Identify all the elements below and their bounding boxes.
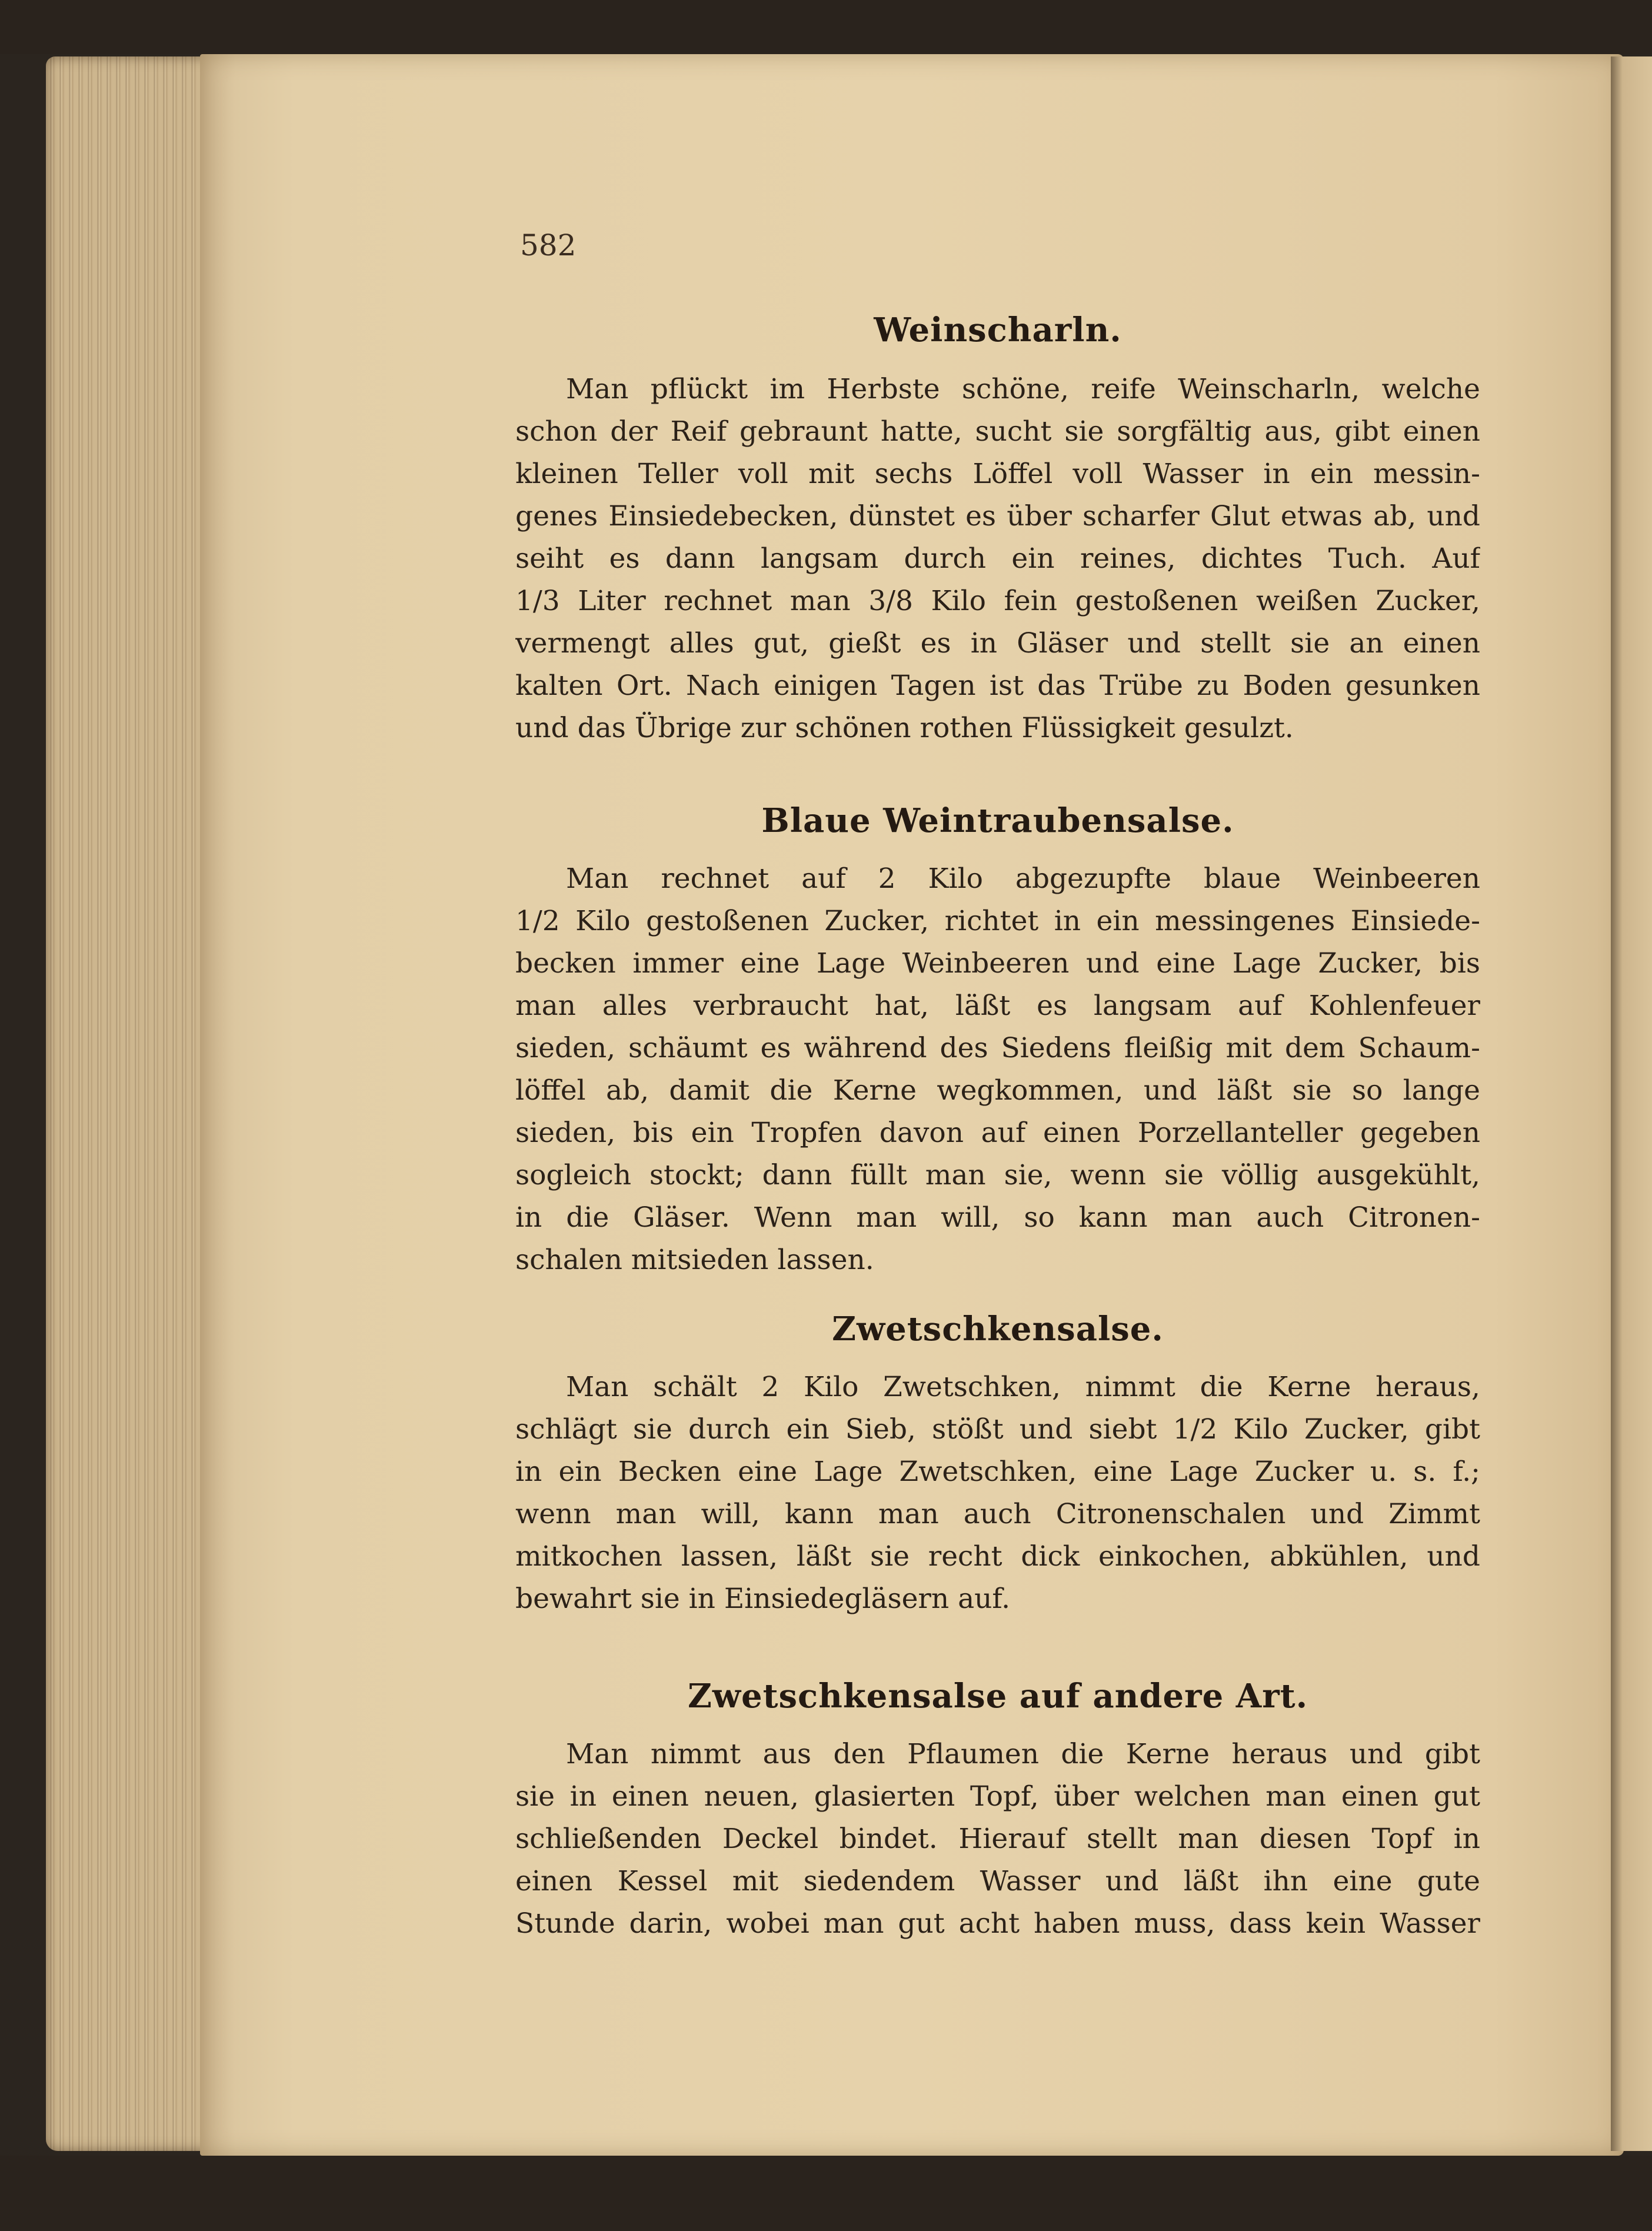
text-line: löffel ab, damit die Kerne wegkommen, und läßt sie so lange <box>515 1074 1480 1107</box>
text-line: seiht es dann langsam durch ein reines, dichtes Tuch. Auf <box>515 542 1480 575</box>
page-edges <box>46 56 222 2151</box>
scan-background-bottom <box>0 2156 1652 2231</box>
text-line: kleinen Teller voll mit sechs Löffel voll Wasser in ein messin- <box>515 458 1480 490</box>
page-number: 582 <box>520 228 577 262</box>
text-line: Man nimmt aus den Pflaumen die Kerne heraus und gibt <box>566 1738 1480 1770</box>
text-line: 1/3 Liter rechnet man 3/8 Kilo fein gestoßenen weißen Zucker, <box>515 585 1480 617</box>
section-text-blaue-weintraubensalse <box>515 858 1480 1281</box>
text-line: vermengt alles gut, gießt es in Gläser und stellt sie an einen <box>515 627 1480 660</box>
text-line: schon der Reif gebraunt hatte, sucht sie sorgfältig aus, gibt einen <box>515 415 1480 448</box>
text-line: sieden, schäumt es während des Siedens fleißig mit dem Schaum- <box>515 1032 1480 1064</box>
text-line: man alles verbraucht hat, läßt es langsam auf Kohlenfeuer <box>515 990 1480 1022</box>
text-line: Stunde darin, wobei man gut acht haben muss, dass kein Wasser <box>515 1907 1480 1940</box>
section-text-zwetschkensalse <box>515 1366 1480 1620</box>
text-line: bewahrt sie in Einsiedegläsern auf. <box>515 1583 1011 1615</box>
text-line: kalten Ort. Nach einigen Tagen ist das Trübe zu Boden gesunken <box>515 670 1480 702</box>
scan-background-top <box>0 0 1652 54</box>
section-heading-blaue-weintraubensalse: Blaue Weintraubensalse. <box>761 801 1234 840</box>
text-line: genes Einsiedebecken, dünstet es über scharfer Glut etwas ab, und <box>515 500 1480 532</box>
text-line: Man schält 2 Kilo Zwetschken, nimmt die Kerne heraus, <box>566 1371 1480 1403</box>
text-line: sogleich stockt; dann füllt man sie, wenn sie völlig ausgekühlt, <box>515 1159 1480 1191</box>
text-line: Man pflückt im Herbste schöne, reife Weinscharln, welche <box>566 373 1480 405</box>
text-line: Man rechnet auf 2 Kilo abgezupfte blaue Weinbeeren <box>566 863 1480 895</box>
text-line: becken immer eine Lage Weinbeeren und eine Lage Zucker, bis <box>515 947 1480 980</box>
text-line: in ein Becken eine Lage Zwetschken, eine Lage Zucker u. s. f.; <box>515 1456 1480 1488</box>
text-line: schalen mitsieden lassen. <box>515 1244 874 1276</box>
text-line: und das Übrige zur schönen rothen Flüssigkeit gesulzt. <box>515 712 1294 744</box>
next-page-edge <box>1611 56 1652 2151</box>
text-line: in die Gläser. Wenn man will, so kann man auch Citronen- <box>515 1201 1480 1234</box>
text-line: 1/2 Kilo gestoßenen Zucker, richtet in ein messingenes Einsiede- <box>515 905 1480 937</box>
section-heading-weinscharln: Weinscharln. <box>874 311 1122 349</box>
text-line: sieden, bis ein Tropfen davon auf einen Porzellanteller gegeben <box>515 1117 1480 1149</box>
text-line: wenn man will, kann man auch Citronenschalen und Zimmt <box>515 1498 1480 1530</box>
text-line: schließenden Deckel bindet. Hierauf stellt man diesen Topf in <box>515 1823 1480 1855</box>
section-text-weinscharln <box>515 368 1480 750</box>
text-line: schlägt sie durch ein Sieb, stößt und siebt 1/2 Kilo Zucker, gibt <box>515 1413 1480 1446</box>
text-line: einen Kessel mit siedendem Wasser und läßt ihn eine gute <box>515 1865 1480 1897</box>
text-line: mitkochen lassen, läßt sie recht dick einkochen, abkühlen, und <box>515 1540 1480 1573</box>
text-line: sie in einen neuen, glasierten Topf, über welchen man einen gut <box>515 1780 1480 1813</box>
section-text-zwetschkensalse-andere-art <box>515 1733 1480 1945</box>
section-heading-zwetschkensalse-andere-art: Zwetschkensalse auf andere Art. <box>687 1677 1308 1716</box>
section-heading-zwetschkensalse: Zwetschkensalse. <box>832 1310 1164 1348</box>
